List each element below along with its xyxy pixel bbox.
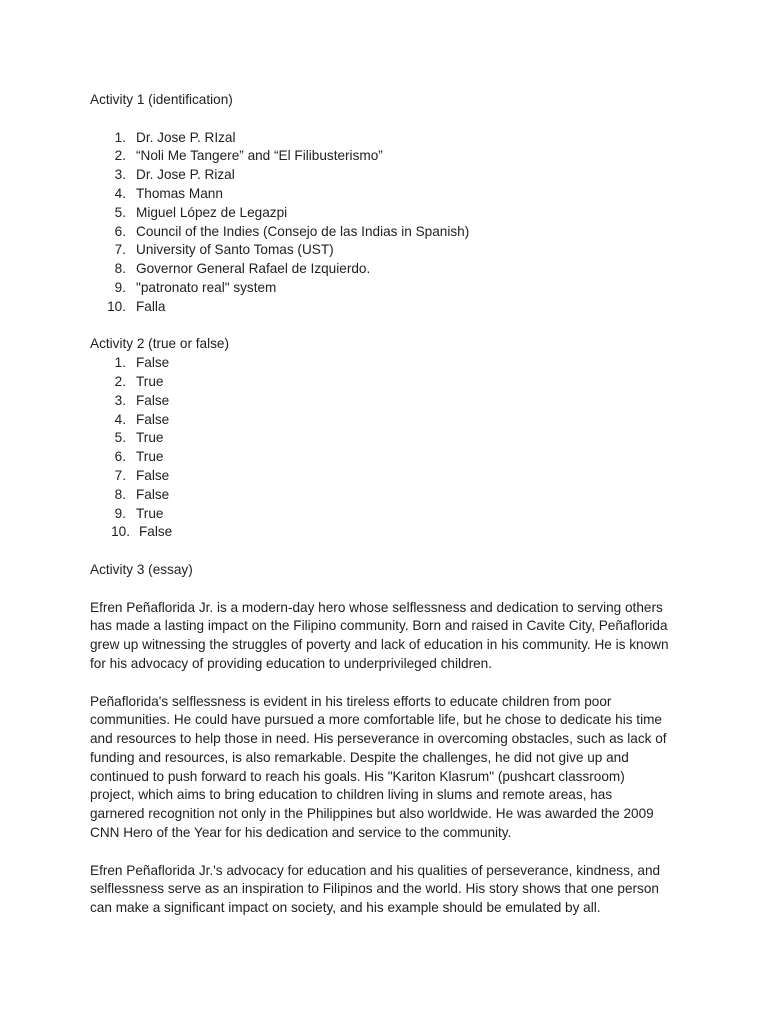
item-number: 10. xyxy=(111,524,130,540)
activity3-heading: Activity 3 (essay) xyxy=(90,561,193,577)
item-text: False xyxy=(136,355,170,371)
item-number: 5. xyxy=(114,430,126,446)
list-item xyxy=(90,392,690,411)
item-text: University of Santo Tomas (UST) xyxy=(136,242,334,258)
essay-paragraph xyxy=(90,693,680,843)
list-item xyxy=(90,260,690,279)
item-number: 7. xyxy=(114,242,126,258)
paragraph-line: Efren Peñaflorida Jr. is a modern-day hero whose selflessness and dedication to serving others xyxy=(90,599,663,615)
list-item xyxy=(90,505,690,524)
activity1-heading: Activity 1 (identification) xyxy=(90,92,233,107)
essay-paragraph xyxy=(90,862,680,918)
item-number: 8. xyxy=(114,261,126,277)
paragraph-line: Efren Peñaflorida Jr.'s advocacy for education and his qualities of perseverance, kindness, and xyxy=(90,862,661,878)
paragraph-line: selflessness serve as an inspiration to Filipinos and the world. His story shows that one person xyxy=(90,881,659,897)
list-item xyxy=(90,204,690,223)
list-item xyxy=(90,467,690,486)
item-text: Council of the Indies (Consejo de las Indias in Spanish) xyxy=(136,223,470,239)
list-item xyxy=(90,129,690,148)
list-item xyxy=(90,429,690,448)
item-text: Miguel López de Legazpi xyxy=(136,204,288,220)
list-item xyxy=(90,448,690,467)
item-text: True xyxy=(136,430,164,446)
item-number: 4. xyxy=(114,185,126,201)
item-number: 9. xyxy=(114,505,126,521)
list-item xyxy=(90,166,690,185)
item-text: Dr. Jose P. RIzal xyxy=(136,129,236,145)
list-item xyxy=(90,354,690,373)
list-item xyxy=(90,279,690,298)
item-number: 2. xyxy=(114,148,126,164)
document-page xyxy=(90,91,690,918)
item-text: False xyxy=(136,392,170,408)
activity2-heading: Activity 2 (true or false) xyxy=(90,336,229,352)
item-number: 3. xyxy=(114,167,126,183)
item-text: True xyxy=(136,373,164,389)
activity1-list xyxy=(90,129,690,317)
list-item xyxy=(90,185,690,204)
paragraph-line: project, which aims to bring education to children living in slums and remote areas, has xyxy=(90,787,613,803)
paragraph-line: funding and resources, is also remarkable. Despite the challenges, he did not give up and xyxy=(90,749,629,765)
list-item xyxy=(90,373,690,392)
item-number: 8. xyxy=(114,486,126,502)
paragraph-line: Peñaflorida's selflessness is evident in his tireless efforts to educate children from poor xyxy=(90,693,612,709)
item-text: Governor General Rafael de Izquierdo. xyxy=(136,261,371,277)
paragraph-line: CNN Hero of the Year for his dedication and service to the community. xyxy=(90,825,512,841)
item-number: 3. xyxy=(114,392,126,408)
item-number: 9. xyxy=(114,279,126,295)
paragraph-line: grew up witnessing the struggles of poverty and lack of education in his community. He is known xyxy=(90,637,669,653)
item-text: Thomas Mann xyxy=(136,185,223,201)
item-number: 5. xyxy=(114,204,126,220)
paragraph-line: continued to push forward to reach his goals. His "Kariton Klasrum" (pushcart classroom) xyxy=(90,768,625,784)
item-text: "patronato real" system xyxy=(136,279,277,295)
item-text: Dr. Jose P. Rizal xyxy=(136,167,235,183)
item-number: 6. xyxy=(114,223,126,239)
list-item xyxy=(90,147,690,166)
paragraph-line: has made a lasting impact on the Filipino community. Born and raised in Cavite City, Peñaflorida xyxy=(90,618,668,634)
item-number: 2. xyxy=(114,373,126,389)
paragraph-line: and resources to help those in need. His perseverance in overcoming obstacles, such as lack of xyxy=(90,731,667,747)
paragraph-line: for his advocacy of providing education to underprivileged children. xyxy=(90,655,493,671)
list-item xyxy=(90,298,690,317)
item-text: “Noli Me Tangere” and “El Filibusterismo” xyxy=(136,148,383,164)
item-number: 10. xyxy=(107,298,126,314)
item-text: False xyxy=(139,524,173,540)
item-text: False xyxy=(136,486,170,502)
list-item xyxy=(90,223,690,242)
item-number: 1. xyxy=(114,129,126,145)
list-item xyxy=(90,241,690,260)
list-item xyxy=(90,486,690,505)
item-text: False xyxy=(136,467,170,483)
essay-paragraph xyxy=(90,599,680,674)
item-number: 7. xyxy=(114,467,126,483)
paragraph-line: garnered recognition not only in the Philippines but also worldwide. He was awarded the 2009 xyxy=(90,806,654,822)
item-text: True xyxy=(136,505,164,521)
paragraph-line: can make a significant impact on society, and his example should be emulated by all. xyxy=(90,900,601,916)
item-number: 4. xyxy=(114,411,126,427)
item-text: False xyxy=(136,411,170,427)
paragraph-line: communities. He could have pursued a more comfortable life, but he chose to dedicate his time xyxy=(90,712,662,728)
item-number: 6. xyxy=(114,449,126,465)
activity2-list xyxy=(90,354,690,542)
list-item xyxy=(90,523,690,542)
item-number: 1. xyxy=(114,355,126,371)
list-item xyxy=(90,411,690,430)
item-text: True xyxy=(136,449,164,465)
item-text: Falla xyxy=(136,298,166,314)
